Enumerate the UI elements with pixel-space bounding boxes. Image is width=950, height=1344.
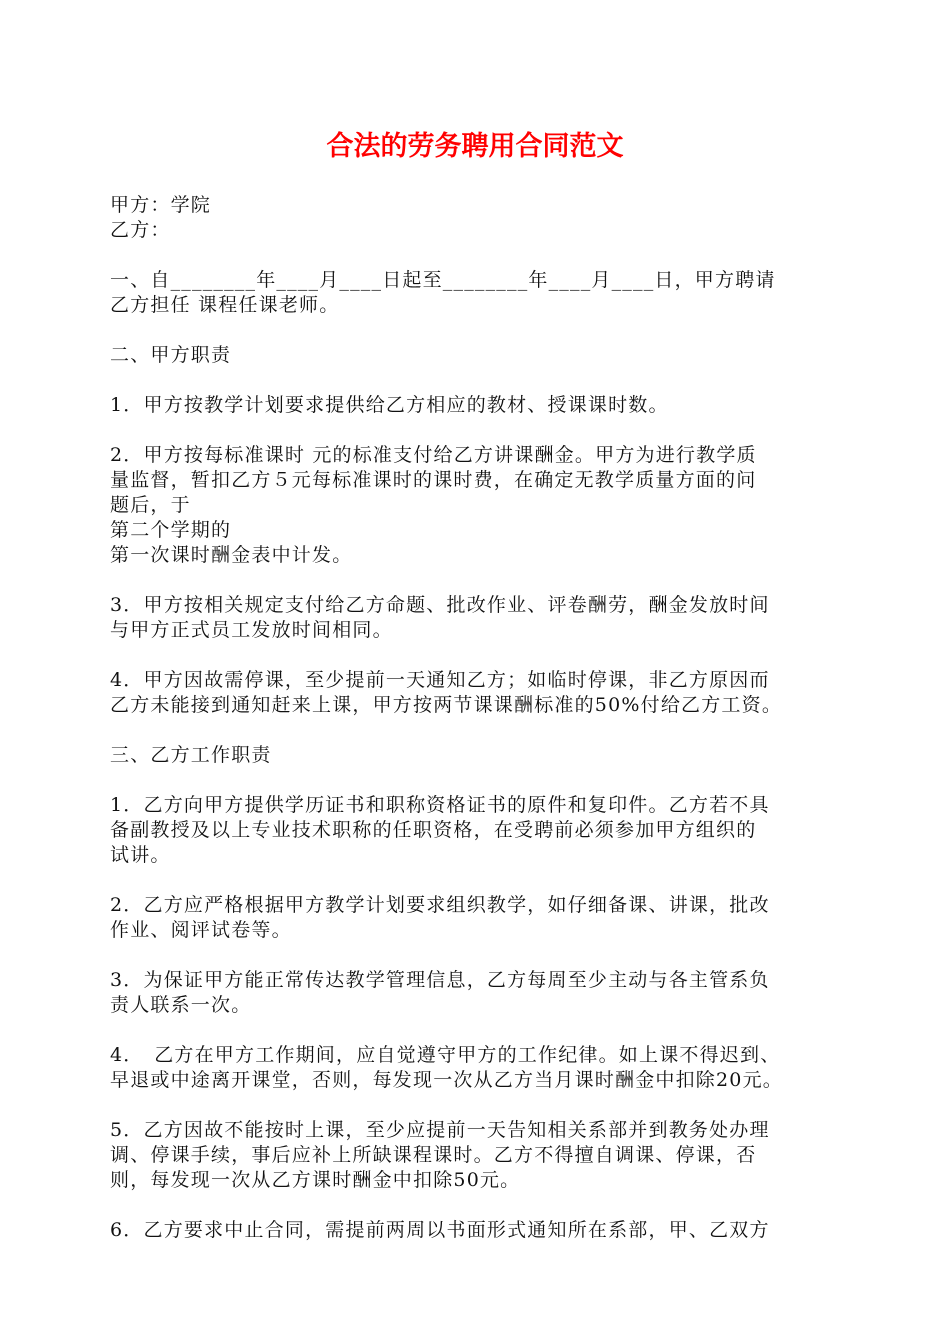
text-line: 二、甲方职责 (110, 344, 232, 366)
text-line: 1．甲方按教学计划要求提供给乙方相应的教材、授课课时数。 (110, 394, 669, 416)
text-line: 3．为保证甲方能正常传达教学管理信息，乙方每周至少主动与各主管系负 (110, 969, 770, 991)
text-line: 作业、阅评试卷等。 (110, 919, 292, 941)
document-body (110, 193, 844, 1243)
paragraph-gap (110, 243, 844, 268)
text-line: 第二个学期的 (110, 519, 232, 541)
paragraph-gap (110, 943, 844, 968)
paragraph-gap (110, 418, 844, 443)
text-line: 2．甲方按每标准课时 元的标准支付给乙方讲课酬金。甲方为进行教学质 (110, 444, 757, 466)
text-line: 题后，于 (110, 494, 191, 516)
paragraph-gap (110, 1093, 844, 1118)
text-line: 试讲。 (110, 844, 171, 866)
text-line: 一、自________年____月____日起至________年____月____日，甲方聘请 (110, 269, 776, 291)
paragraph-gap (110, 1018, 844, 1043)
text-line: 5．乙方因故不能按时上课，至少应提前一天告知相关系部并到教务处办理 (110, 1119, 770, 1141)
text-line: 乙方未能接到通知赶来上课，甲方按两节课课酬标准的50%付给乙方工资。 (110, 694, 783, 716)
paragraph-gap (110, 718, 844, 743)
paragraph-gap (110, 868, 844, 893)
text-line: 第一次课时酬金表中计发。 (110, 544, 353, 566)
text-line: 责人联系一次。 (110, 994, 252, 1016)
text-line: 6．乙方要求中止合同，需提前两周以书面形式通知所在系部，甲、乙双方 (110, 1219, 770, 1241)
text-line: 3．甲方按相关规定支付给乙方命题、批改作业、评卷酬劳，酬金发放时间 (110, 594, 770, 616)
paragraph-gap (110, 318, 844, 343)
text-line: 4． 乙方在甲方工作期间，应自觉遵守甲方的工作纪律。如上课不得迟到、 (110, 1044, 781, 1066)
contract-text (110, 268, 844, 1243)
party-a-line: 甲方：学院 (110, 194, 212, 216)
paragraph-gap (110, 643, 844, 668)
text-line: 2．乙方应严格根据甲方教学计划要求组织教学，如仔细备课、讲课，批改 (110, 894, 770, 916)
document-title: 合法的劳务聘用合同范文 (326, 131, 624, 162)
text-line: 4．甲方因故需停课，至少提前一天通知乙方；如临时停课，非乙方原因而 (110, 669, 770, 691)
text-line: 三、乙方工作职责 (110, 744, 272, 766)
text-line: 量监督，暂扣乙方５元每标准课时的课时费，在确定无教学质量方面的问 (110, 469, 757, 491)
text-line: 则，每发现一次从乙方课时酬金中扣除50元。 (110, 1169, 521, 1191)
text-line: 与甲方正式员工发放时间相同。 (110, 619, 393, 641)
paragraph-gap (110, 368, 844, 393)
text-line: 1．乙方向甲方提供学历证书和职称资格证书的原件和复印件。乙方若不具 (110, 794, 770, 816)
party-b-line: 乙方： (110, 219, 171, 241)
text-line: 调、停课手续，事后应补上所缺课程课时。乙方不得擅自调课、停课，否 (110, 1144, 757, 1166)
paragraph-gap (110, 568, 844, 593)
paragraph-gap (110, 1193, 844, 1218)
text-line: 乙方担任 课程任课老师。 (110, 294, 340, 316)
paragraph-gap (110, 768, 844, 793)
text-line: 备副教授及以上专业技术职称的任职资格，在受聘前必须参加甲方组织的 (110, 819, 757, 841)
text-line: 早退或中途离开课堂，否则，每发现一次从乙方当月课时酬金中扣除20元。 (110, 1069, 783, 1091)
